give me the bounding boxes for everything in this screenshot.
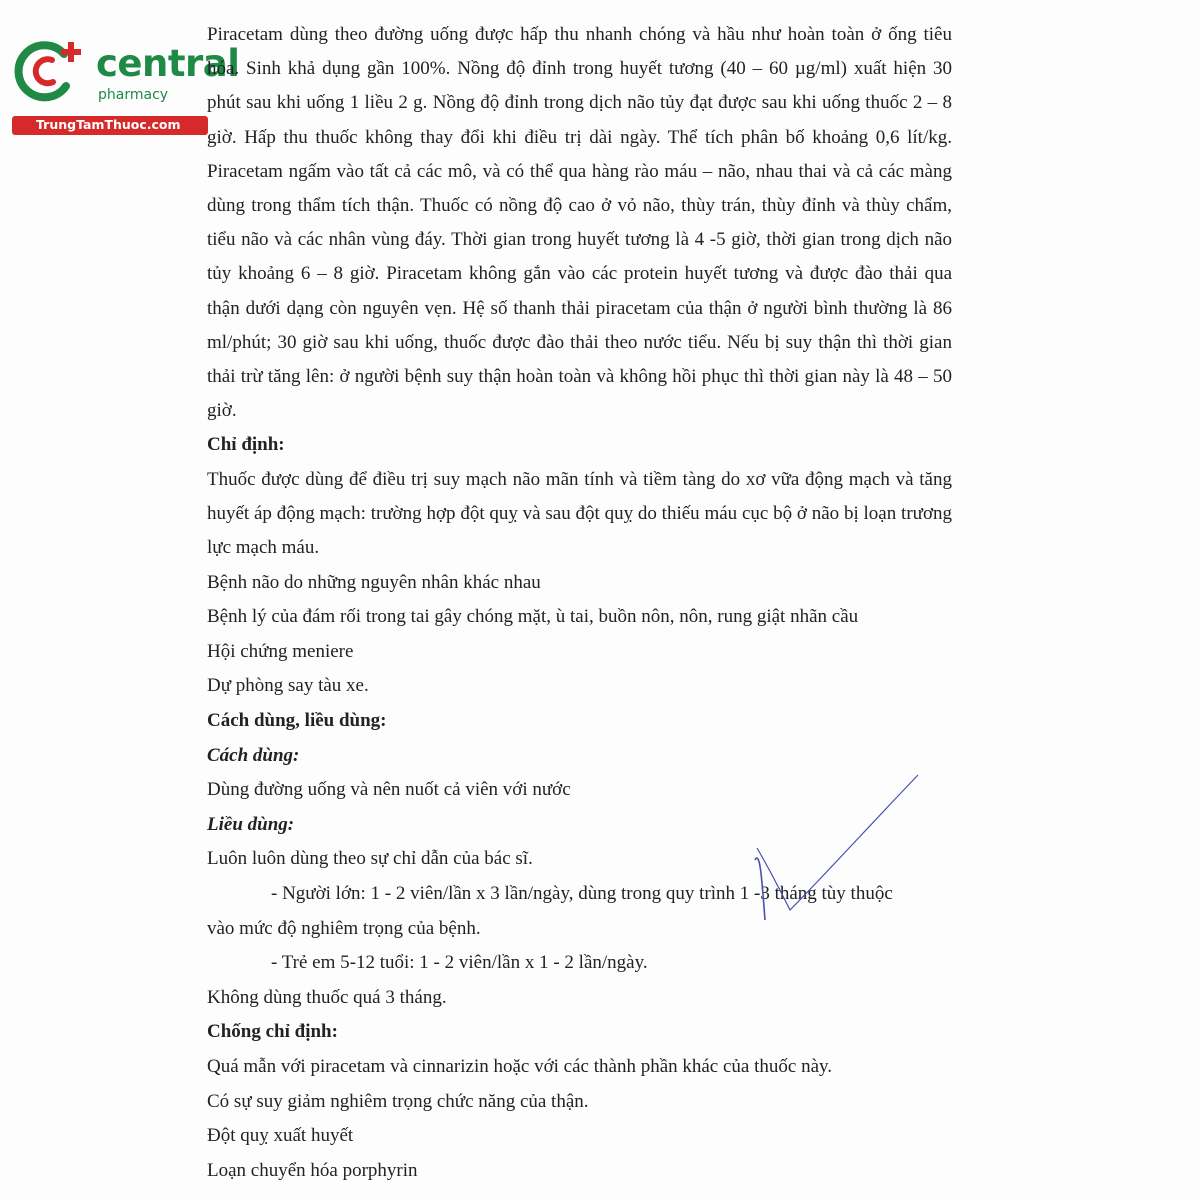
adult-dosage-line: - Người lớn: 1 - 2 viên/lần x 3 lần/ngày, dùng trong quy trình 1 -3 tháng tùy thuộc bbox=[271, 882, 893, 904]
child-dosage-line: - Trẻ em 5-12 tuổi: 1 - 2 viên/lần x 1 - 2 lần/ngày. bbox=[271, 952, 648, 974]
pharmacokinetics-paragraph: Piracetam dùng theo đường uống được hấp thu nhanh chóng và hầu như hoàn toàn ở ống tiêu hóa. Sinh khả dụng gần 100%. Nồng độ đỉnh trong huyết tương (40 – 60 µg/ml) xuất hiện 30 phút sau khi uống 1 liều 2 g. Nồng độ đỉnh trong dịch não tủy đạt được sau khi uống thuốc 2 – 8 giờ. Hấp thu thuốc không thay đổi khi điều trị dài ngày. Thể tích phân bố khoảng 0,6 lít/kg. Piracetam ngấm vào tất cả các mô, và có thể qua hàng rào máu – não, nhau thai và cả các màng dùng trong thẩm tích thận. Thuốc có nồng độ cao ở vỏ não, thùy trán, thùy đỉnh và thùy chẩm, tiểu não và các nhân vùng đáy. Thời gian trong huyết tương là 4 -5 giờ, thời gian trong dịch não tủy khoảng 6 – 8 giờ. Piracetam không gắn vào các protein huyết tương và được đào thải qua thận dưới dạng còn nguyên vẹn. Hệ số thanh thải piracetam của thận ở người bình thường là 86 ml/phút; 30 giờ sau khi uống, thuốc được đào thải theo nước tiểu. Nếu bị suy thận thì thời gian thải trừ tăng lên: ở người bệnh suy thận hoàn toàn và không hồi phục thì thời gian này là 48 – 50 giờ. bbox=[207, 24, 952, 422]
indication-line: Dự phòng say tàu xe. bbox=[207, 675, 369, 697]
indication-line: Hội chứng meniere bbox=[207, 640, 354, 662]
contraindication-line: Đột quỵ xuất huyết bbox=[207, 1125, 354, 1147]
duration-limit-line: Không dùng thuốc quá 3 tháng. bbox=[207, 986, 447, 1008]
logo-url: TrungTamThuoc.com bbox=[36, 117, 181, 132]
contraindication-line: Quá mẫn với piracetam và cinnarizin hoặc với các thành phần khác của thuốc này. bbox=[207, 1055, 833, 1077]
logo-subtitle: pharmacy bbox=[98, 87, 169, 103]
contraindications-heading: Chống chỉ định: bbox=[207, 1021, 338, 1043]
logo-brand: central bbox=[96, 42, 240, 85]
indications-paragraph: Thuốc được dùng để điều trị suy mạch não mãn tính và tiềm tàng do xơ vữa động mạch và tăng huyết áp động mạch: trường hợp đột quỵ và sau đột quỵ do thiếu máu cục bộ ở não bị loạn trương lực mạch máu. bbox=[207, 469, 952, 559]
pharmacy-cross-icon bbox=[12, 40, 88, 102]
dosage-heading: Liều dùng: bbox=[207, 813, 295, 835]
indication-line: Bệnh não do những nguyên nhân khác nhau bbox=[207, 571, 541, 593]
adult-dosage-continuation: vào mức độ nghiêm trọng của bệnh. bbox=[207, 917, 481, 939]
contraindication-line: Có sự suy giảm nghiêm trọng chức năng của thận. bbox=[207, 1090, 589, 1112]
dosage-line: Luôn luôn dùng theo sự chỉ dẫn của bác sĩ. bbox=[207, 848, 533, 870]
indications-heading: Chỉ định: bbox=[207, 434, 285, 456]
central-pharmacy-logo bbox=[10, 38, 240, 138]
document-page bbox=[207, 18, 952, 1188]
contraindication-line: Loạn chuyển hóa porphyrin bbox=[207, 1159, 418, 1181]
signature-mark bbox=[740, 770, 940, 940]
method-heading: Cách dùng: bbox=[207, 744, 300, 766]
indication-line: Bệnh lý của đám rối trong tai gây chóng mặt, ù tai, buồn nôn, nôn, rung giật nhãn cầu bbox=[207, 606, 859, 628]
method-line: Dùng đường uống và nên nuốt cả viên với nước bbox=[207, 779, 571, 801]
usage-heading: Cách dùng, liều dùng: bbox=[207, 710, 387, 732]
